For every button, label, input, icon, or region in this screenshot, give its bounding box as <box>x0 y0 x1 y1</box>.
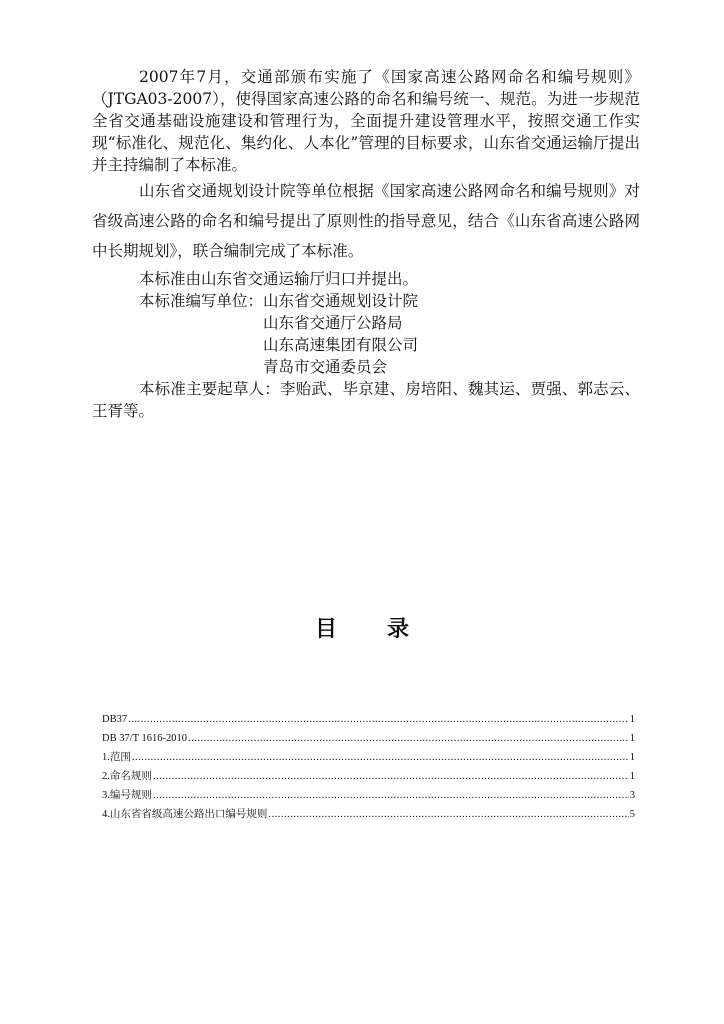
toc-entry-label: 4.山东省省级高速公路出口编号规则 <box>102 809 268 820</box>
toc-entry-page: 5 <box>629 809 635 820</box>
credits-block <box>92 268 640 422</box>
toc-entry[interactable] <box>102 710 635 729</box>
toc-entry-label: DB37 <box>102 714 128 725</box>
drafting-units-label: 本标准编写单位： <box>139 292 264 310</box>
toc-entry-page: 1 <box>629 733 635 744</box>
toc-leader-dots <box>153 786 629 805</box>
toc-leader-dots <box>128 710 629 729</box>
foreword-section <box>92 66 640 422</box>
toc-entry-page: 1 <box>629 771 635 782</box>
toc-entry-page: 1 <box>629 714 635 725</box>
toc-entry-label: DB 37/T 1616-2010 <box>102 733 187 744</box>
toc-leader-dots <box>132 748 629 767</box>
drafting-unit: 青岛市交通委员会 <box>263 358 388 376</box>
table-of-contents <box>102 710 635 824</box>
toc-entry[interactable] <box>102 786 635 805</box>
toc-entry-page: 3 <box>629 790 635 801</box>
toc-entry[interactable] <box>102 748 635 767</box>
toc-leader-dots <box>268 805 628 824</box>
toc-entry[interactable] <box>102 729 635 748</box>
proposer-line: 本标准由山东省交通运输厅归口并提出。 <box>139 270 419 288</box>
toc-entry[interactable] <box>102 805 635 824</box>
toc-entry-label: 2.命名规则 <box>102 771 152 782</box>
toc-entry-label: 3.编号规则 <box>102 790 152 801</box>
drafting-units <box>92 290 640 378</box>
drafters-line: 本标准主要起草人：李贻武、毕京建、房培阳、魏其运、贾强、郭志云、王胥等。 <box>92 380 640 420</box>
foreword-paragraph-1: 2007年7月，交通部颁布实施了《国家高速公路网命名和编号规则》（JTGA03-2007），使得国家高速公路的命名和编号统一、规范。为进一步规范全省交通基础设施建设和管理行为，全面提升建设管理水平，按照交通工作实现“标准化、规范化、集约化、人本化”管理的目标要求，山东省交通运输厅提出并主持编制了本标准。 <box>92 68 640 174</box>
drafting-unit: 山东高速集团有限公司 <box>263 336 419 354</box>
toc-title: 目录 <box>314 617 459 642</box>
toc-leader-dots <box>153 767 629 786</box>
toc-leader-dots <box>188 729 629 748</box>
toc-entry-page: 1 <box>629 752 635 763</box>
toc-entry-label: 1.范围 <box>102 752 131 763</box>
toc-entry[interactable] <box>102 767 635 786</box>
drafting-unit: 山东省交通厅公路局 <box>263 314 403 332</box>
foreword-paragraph-2: 山东省交通规划设计院等单位根据《国家高速公路网命名和编号规则》对省级高速公路的命名和编号提出了原则性的指导意见，结合《山东省高速公路网中长期规划》，联合编制完成了本标准。 <box>92 182 640 260</box>
drafting-unit: 山东省交通规划设计院 <box>263 292 419 310</box>
drafting-units-list <box>263 290 418 378</box>
